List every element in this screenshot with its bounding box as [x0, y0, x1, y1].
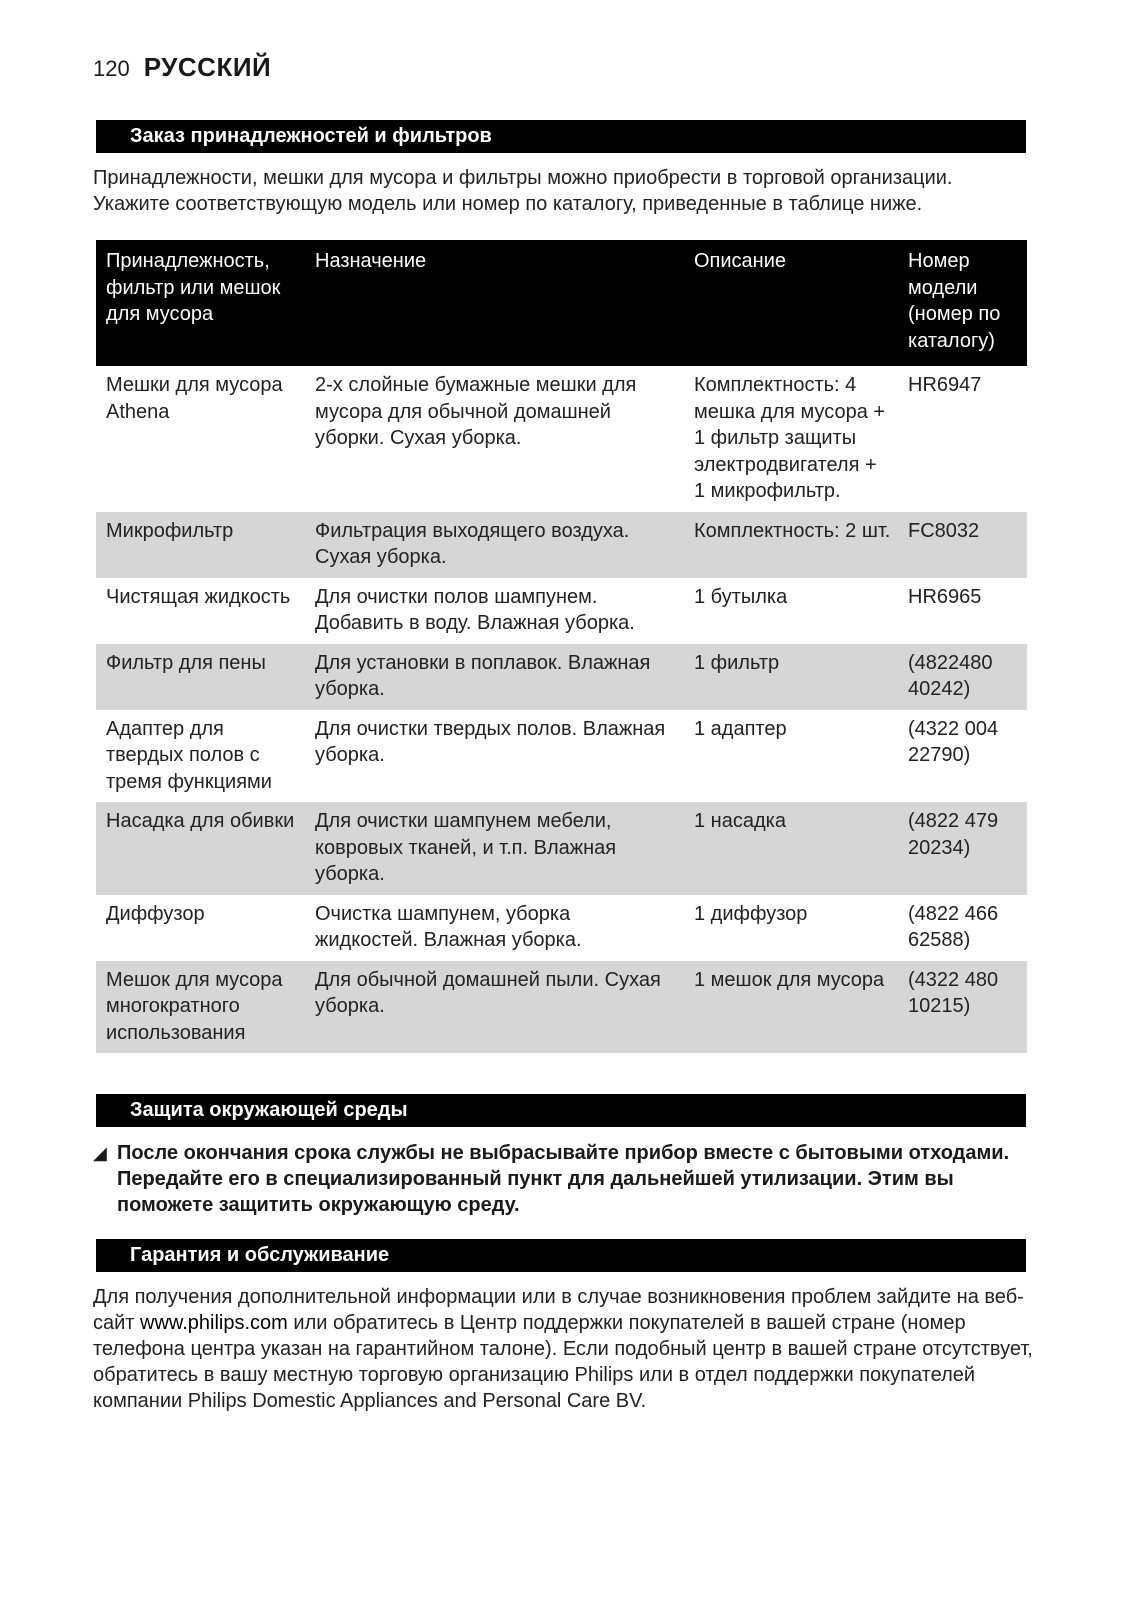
table-header-row [96, 240, 1027, 366]
table-cell: Комплектность: 2 шт. [684, 512, 898, 578]
table-cell: 2-х слойные бумажные мешки для мусора для обычной домашней уборки. Сухая уборка. [315, 374, 637, 449]
table-cell: (4822 479 20234) [898, 802, 1027, 895]
section-heading-accessories: Заказ принадлежностей и фильтров [96, 120, 1026, 153]
guarantee-text-part: Для получения дополнительной информации или в случае возникновения проблем зайдите на веб-сайт [93, 1286, 1024, 1334]
table-row [96, 578, 1027, 644]
table-cell: Чистящая жидкость [106, 585, 291, 608]
bullet-arrow-icon: ◢ [93, 1143, 107, 1163]
table-cell: 1 адаптер [694, 717, 787, 740]
intro-line: Принадлежности, мешки для мусора и фильтры можно приобрести в торговой организации. [93, 167, 953, 189]
table-cell: (4322 480 10215) [898, 961, 1027, 1054]
table-row [96, 895, 1027, 961]
environment-bullet-text: После окончания срока службы не выбрасывайте прибор вместе с бытовыми отходами. Передайте его в специализированный пункт для дальнейшей утилизации. Этим вы поможете защитить окружающую среду. [117, 1142, 1010, 1216]
table-cell: 1 бутылка [694, 585, 788, 608]
intro-line: Укажите соответствующую модель или номер по каталогу, приведенные в таблице ниже. [93, 193, 923, 215]
philips-website-link[interactable]: www.philips.com [140, 1312, 288, 1334]
table-header-cell: Номер модели (номер по каталогу) [898, 240, 1027, 366]
table-cell: FC8032 [898, 512, 1027, 578]
table-cell: 1 насадка [684, 802, 898, 895]
table-header-cell: Принадлежность, фильтр или мешок для мусора [96, 240, 305, 366]
accessories-table [96, 240, 1027, 1053]
table-cell: Фильтрация выходящего воздуха. Сухая уборка. [305, 512, 684, 578]
table-cell: Насадка для обивки [96, 802, 305, 895]
table-cell: Мешок для мусора многократного использования [96, 961, 305, 1054]
guarantee-text-part: или обратитесь в Центр поддержки покупателей в вашей стране (номер телефона центра указан на гарантийном талоне). Если подобный центр в вашей стране отсутствует, обратитесь в вашу местную торговую организацию Philips или в отдел поддержки покупателей компании Philips Domestic Appliances and Personal Care BV. [93, 1312, 1033, 1412]
accessories-intro [93, 165, 1038, 217]
section-heading-guarantee: Гарантия и обслуживание [96, 1239, 1026, 1272]
table-cell: (4822480 40242) [898, 644, 1027, 710]
table-row [96, 961, 1027, 1054]
table-cell: Адаптер для твердых полов с тремя функциями [106, 717, 272, 793]
table-cell: (4322 004 22790) [908, 717, 999, 766]
page-header [93, 52, 271, 83]
table-header-cell: Описание [684, 240, 898, 366]
table-cell: Для установки в поплавок. Влажная уборка. [305, 644, 684, 710]
table-cell: Для обычной домашней пыли. Сухая уборка. [305, 961, 684, 1054]
table-row [96, 710, 1027, 803]
table-cell: Диффузор [106, 902, 205, 925]
table-row [96, 802, 1027, 895]
table-header-cell: Назначение [305, 240, 684, 366]
guarantee-text [93, 1284, 1038, 1414]
table-cell: Для очистки шампунем мебели, ковровых тканей, и т.п. Влажная уборка. [305, 802, 684, 895]
page-number: 120 [93, 56, 130, 81]
table-cell: 1 фильтр [684, 644, 898, 710]
table-cell: 1 мешок для мусора [684, 961, 898, 1054]
table-cell: Для очистки твердых полов. Влажная уборка. [315, 717, 666, 766]
table-row [96, 366, 1027, 512]
table-cell: Мешки для мусора Athena [106, 374, 283, 423]
table-cell: Микрофильтр [96, 512, 305, 578]
table-row [96, 644, 1027, 710]
table-row [96, 512, 1027, 578]
table-cell: Для очистки полов шампунем. Добавить в воду. Влажная уборка. [315, 585, 635, 634]
section-heading-environment: Защита окружающей среды [96, 1094, 1026, 1127]
table-cell: (4822 466 62588) [908, 902, 999, 951]
table-cell: Комплектность: 4 мешка для мусора + 1 фильтр защиты электродвигателя + 1 микрофильтр. [694, 374, 886, 502]
table-cell: HR6965 [908, 585, 982, 608]
page-language-title: РУССКИЙ [143, 52, 272, 82]
environment-bullet [93, 1140, 1028, 1218]
table-cell: Фильтр для пены [96, 644, 305, 710]
table-cell: 1 диффузор [694, 902, 808, 925]
table-cell: Очистка шампунем, уборка жидкостей. Влажная уборка. [315, 902, 582, 951]
table-cell: HR6947 [908, 374, 982, 396]
